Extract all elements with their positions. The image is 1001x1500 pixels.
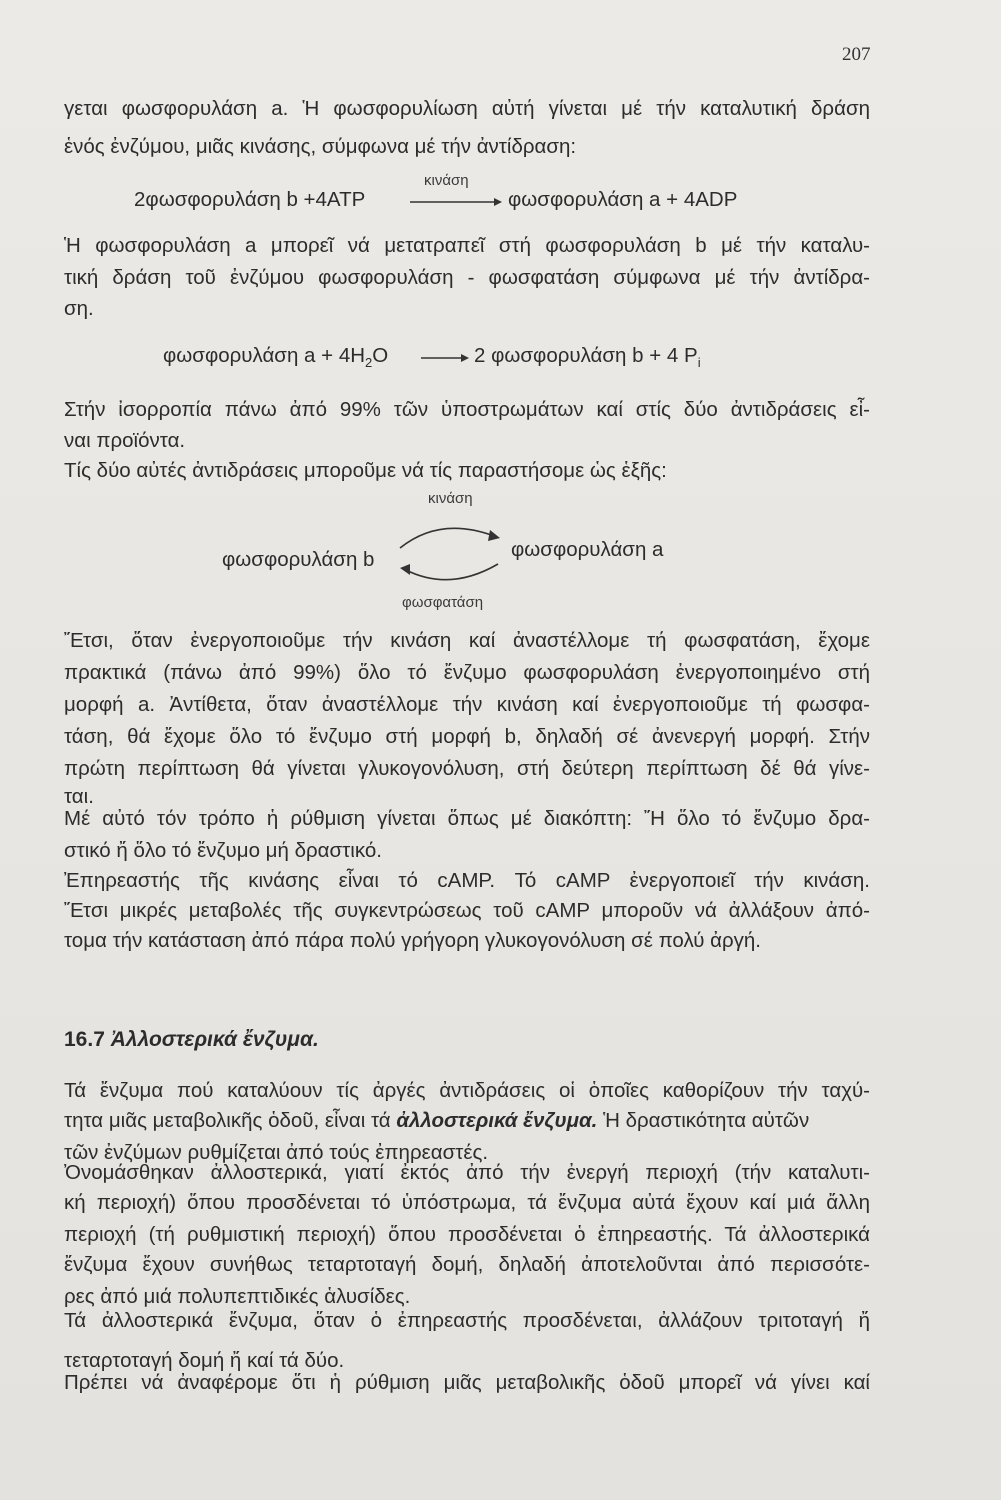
- section-heading: [64, 1028, 319, 1052]
- text-line: πρώτη περίπτωση θά γίνεται γλυκογονόλυση, στή δεύτερη περίπτωση δέ θά γίνε-: [64, 757, 870, 780]
- text-line: Τά ἔνζυμα πού καταλύουν τίς ἀργές ἀντιδράσεις οἱ ὁποῖες καθορίζουν τήν ταχύ-: [64, 1079, 870, 1102]
- text-line: τῶν ἐνζύμων ρυθμίζεται ἀπό τούς ἐπηρεαστές.: [64, 1141, 489, 1164]
- reaction2: [163, 344, 388, 370]
- reaction2-right: 2 φωσφορυλάση b + 4 P: [474, 344, 698, 367]
- reaction-arrow-icon: [421, 352, 471, 364]
- cycle-left-label: φωσφορυλάση b: [222, 548, 375, 571]
- text-segment: Ἡ δραστικότητα αὐτῶν: [603, 1109, 810, 1132]
- text-line: Ἡ φωσφορυλάση a μπορεῖ νά μετατραπεῖ στή φωσφορυλάση b μέ τήν καταλυ-: [64, 234, 870, 257]
- text-line: τομα τήν κατάσταση ἀπό πάρα πολύ γρήγορη γλυκογονόλυση σέ πολύ ἀργή.: [64, 929, 761, 952]
- reaction2-rhs: [474, 344, 701, 370]
- text-line: Πρέπει νά ἀναφέρομε ὅτι ἡ ρύθμιση μιᾶς μεταβολικῆς ὁδοῦ μπορεῖ νά γίνει καί: [64, 1371, 870, 1394]
- text-line: Τίς δύο αὐτές ἀντιδράσεις μποροῦμε νά τίς παραστήσομε ὡς ἑξῆς:: [64, 459, 667, 482]
- cycle-arrows-icon: [390, 512, 520, 592]
- cycle-top-label: κινάση: [428, 490, 473, 507]
- text-line: Ὀνομάσθηκαν ἀλλοστερικά, γιατί ἐκτός ἀπό τήν ἐνεργή περιοχή (τήν καταλυτι-: [64, 1161, 870, 1184]
- reaction1-enzyme: κινάση: [424, 172, 469, 189]
- text-line: γεται φωσφορυλάση a. Ἡ φωσφορυλίωση αὐτή γίνεται μέ τήν καταλυτική δράση: [64, 97, 870, 120]
- text-line: Ἐπηρεαστής τῆς κινάσης εἶναι τό cAMP. Τό cAMP ἐνεργοποιεῖ τήν κινάση.: [64, 869, 870, 892]
- reaction2-left: φωσφορυλάση a + 4H: [163, 344, 366, 367]
- section-title: Ἀλλοστερικά ἔνζυμα.: [110, 1028, 319, 1051]
- text-line: ἔνζυμα ἔχουν συνήθως τεταρτοταγή δομή, δηλαδή ἀποτελοῦνται ἀπό περισσότε-: [64, 1253, 870, 1276]
- reaction2-pi-subscript: i: [697, 355, 701, 371]
- text-line: Τά ἀλλοστερικά ἔνζυμα, ὅταν ὁ ἐπηρεαστής προσδένεται, ἀλλάζουν τριτοταγή ἤ: [64, 1309, 870, 1332]
- text-line: Μέ αὐτό τόν τρόπο ἡ ρύθμιση γίνεται ὅπως μέ διακόπτη: Ἤ ὅλο τό ἔνζυμο δρα-: [64, 807, 870, 830]
- cycle-bottom-label: φωσφατάση: [402, 594, 484, 611]
- emphasized-term: ἀλλοστερικά ἔνζυμα.: [396, 1109, 598, 1132]
- text-segment: τητα μιᾶς μεταβολικῆς ὁδοῦ, εἶναι τά: [64, 1109, 391, 1132]
- text-line: τεταρτοταγή δομή ἤ καί τά δύο.: [64, 1349, 345, 1372]
- text-line: ση.: [64, 297, 94, 320]
- text-line: στικό ἤ ὅλο τό ἔνζυμο μή δραστικό.: [64, 839, 382, 862]
- text-line: ται.: [64, 785, 94, 808]
- reaction2-oxygen: O: [372, 344, 389, 367]
- section-number: 16.7: [64, 1028, 105, 1051]
- text-line: Ἔτσι μικρές μεταβολές τῆς συγκεντρώσεως τοῦ cAMP μποροῦν νά ἀλλάξουν ἀπό-: [64, 899, 870, 922]
- text-line: τάση, θά ἔχομε ὅλο τό ἔνζυμο στή μορφή b, δηλαδή σέ ἀνενεργή μορφή. Στήν: [64, 725, 870, 748]
- text-line: ἑνός ἐνζύμου, μιᾶς κινάσης, σύμφωνα μέ τήν ἀντίδραση:: [64, 135, 577, 158]
- text-line: πρακτικά (πάνω ἀπό 99%) ὅλο τό ἔνζυμο φωσφορυλάση ἐνεργοποιημένο στή: [64, 661, 870, 684]
- reaction1-left: 2φωσφορυλάση b +4ATP: [134, 188, 366, 211]
- text-line: ναι προϊόντα.: [64, 429, 186, 452]
- text-line: ρες ἀπό μιά πολυπεπτιδικές ἁλυσίδες.: [64, 1285, 411, 1308]
- text-line: περιοχή (τή ρυθμιστική περιοχή) ὅπου προσδένεται ὁ ἐπηρεαστής. Τά ἀλλοστερικά: [64, 1223, 870, 1246]
- reaction-arrow-icon: [410, 196, 500, 208]
- text-line: μορφή a. Ἀντίθετα, ὅταν ἀναστέλλομε τήν κινάση καί ἐνεργοποιοῦμε τή φωσφα-: [64, 693, 870, 716]
- text-line-mixed: [64, 1108, 870, 1134]
- text-line: κή περιοχή) ὅπου προσδένεται τό ὑπόστρωμα, τά ἔνζυμα αὐτά ἔχουν καί μιά ἄλλη: [64, 1191, 870, 1214]
- text-line: Ἔτσι, ὅταν ἐνεργοποιοῦμε τήν κινάση καί ἀναστέλλομε τή φωσφατάση, ἔχομε: [64, 629, 870, 652]
- reaction1-right: φωσφορυλάση a + 4ADP: [508, 188, 738, 211]
- text-line: τική δράση τοῦ ἐνζύμου φωσφορυλάση - φωσφατάση σύμφωνα μέ τήν ἀντίδρα-: [64, 266, 870, 289]
- text-line: Στήν ἰσορροπία πάνω ἀπό 99% τῶν ὑποστρωμάτων καί στίς δύο ἀντιδράσεις εἶ-: [64, 398, 870, 421]
- cycle-right-label: φωσφορυλάση a: [511, 538, 664, 561]
- page-number: 207: [842, 44, 871, 65]
- reaction2-subscript: 2: [365, 355, 373, 371]
